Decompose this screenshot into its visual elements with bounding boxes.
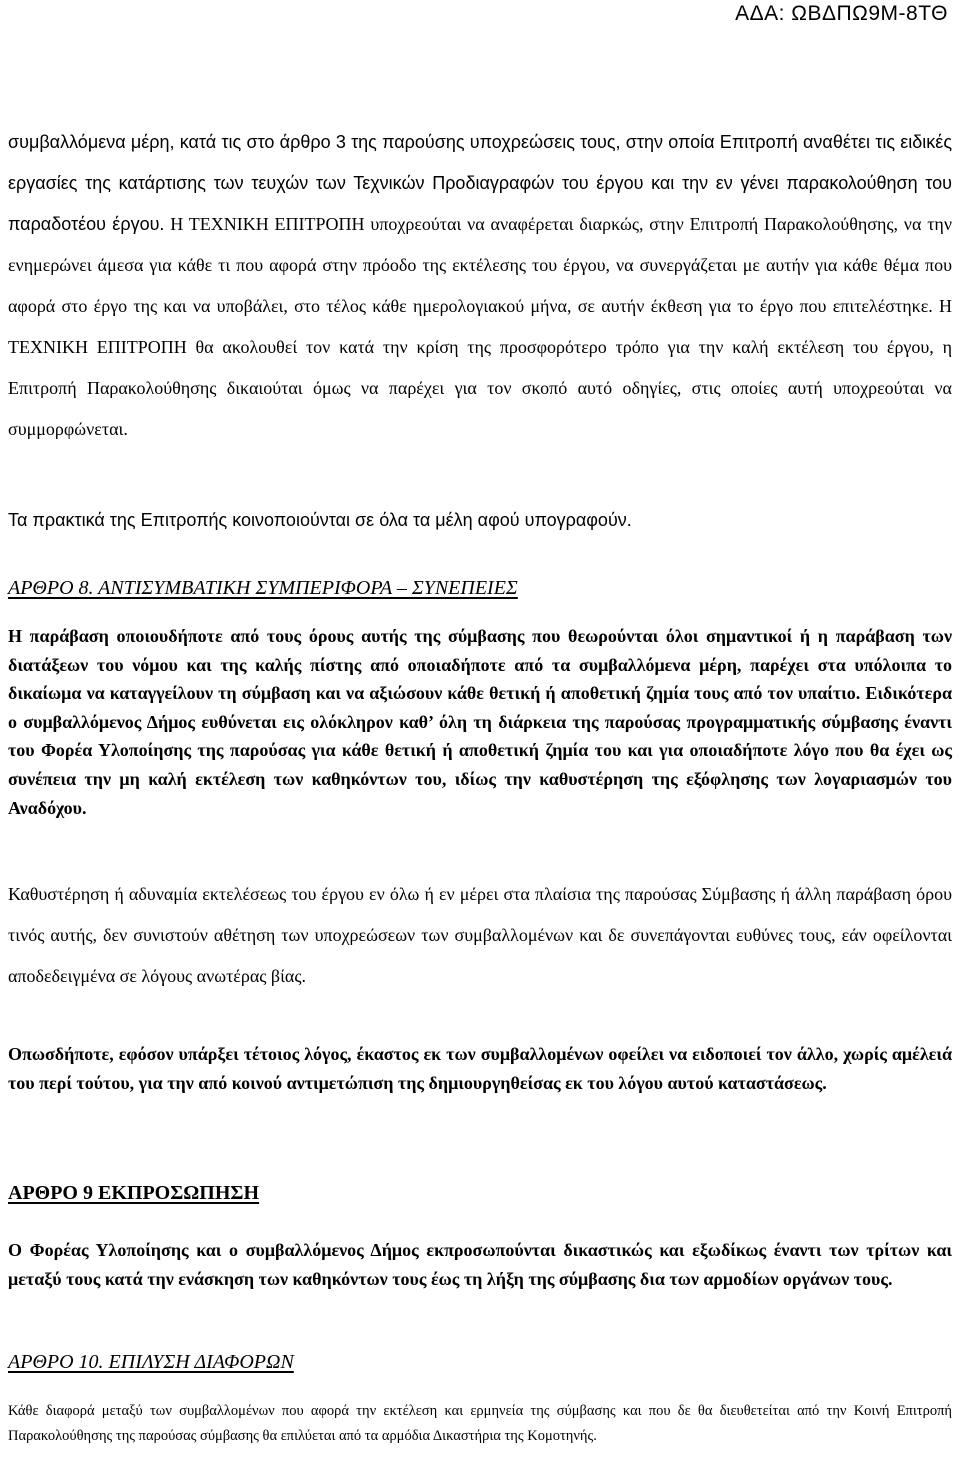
paragraph-breach: Η παράβαση οποιουδήποτε από τους όρους αυτής της σύμβασης που θεωρούνται όλοι σημαντικοί ή η παράβαση των διατάξεων του νόμου και της καλής πίστης από οποιαδήποτε από τα συμβαλλόμενα μέρη, παρέχει στα υπόλοιπα το δικαίωμα να καταγγείλουν τη σύμβαση και να αξιώσουν κάθε θετική ή αποθετική ζημία τους από τον υπαίτιο. Ειδικότερα ο συμβαλλόμενος Δήμος ευθύνεται εις ολόκληρον καθ’ όλη τη διάρκεια της παρούσας προγραμματικής σύμβασης έναντι του Φορέα Υλοποίησης της παρούσας για κάθε θετική ή αποθετική ζημία του και για οποιαδήποτε λόγο που θα έχει ως συνέπεια την μη καλή εκτέλεση των καθηκόντων του, ιδίως την καθυστέρηση της εξόφλησης των λογαριασμών του Αναδόχου. xyxy=(8,626,952,818)
paragraph-text: Τα πρακτικά της Επιτροπής κοινοποιούνται σε όλα τα μέλη αφού υπογραφούν. xyxy=(8,510,632,530)
paragraph-text: Η ΤΕΧΝΙΚΗ ΕΠΙΤΡΟΠΗ θα ακολουθεί τον κατά την κρίση της προσφορότερο τρόπο για την καλή εκτέλεση του έργου, η Επιτροπή Παρακολούθησης δικαιούται όμως να παρέχει για τον σκοπό αυτό οδηγίες, στις οποίες αυτή υποχρεούται να συμμορφώνεται. xyxy=(8,296,952,439)
paragraph-minutes xyxy=(8,503,952,537)
article-8-heading: ΑΡΘΡΟ 8. ΑΝΤΙΣΥΜΒΑΤΙΚΗ ΣΥΜΠΕΡΙΦΟΡΑ – ΣΥΝΕΠΕΙΕΣ xyxy=(8,577,518,599)
paragraph-text: Η ΤΕΧΝΙΚΗ ΕΠΙΤΡΟΠΗ υποχρεούται να αναφέρεται διαρκώς, στην Επιτροπή Παρακολούθησης, να την ενημερώνει άμεσα για κάθε τι που αφορά στην πρόοδο της εκτέλεσης του έργου, να συνεργάζεται με αυτήν για κάθε θέμα που αφορά στο έργο της και να υποβάλει, στο τέλος κάθε ημερολογιακού μήνα, σε αυτήν έκθεση για το έργο που επιτελέστηκε. xyxy=(8,214,952,316)
ada-code: ΑΔΑ: ΩΒΔΠΩ9Μ-8ΤΘ xyxy=(735,2,948,25)
article-9-heading: ΑΡΘΡΟ 9 ΕΚΠΡΟΣΩΠΗΣΗ xyxy=(8,1182,260,1204)
paragraph-notification: Οπωσδήποτε, εφόσον υπάρξει τέτοιος λόγος, έκαστος εκ των συμβαλλομένων οφείλει να ειδοποιεί τον άλλο, χωρίς αμέλειά του περί τούτου, για την από κοινού αντιμετώπιση της δημιουργηθείσας εκ του λόγου αυτού καταστάσεως. xyxy=(8,1044,952,1093)
paragraph-technical-committee xyxy=(8,122,952,450)
paragraph-delay: Καθυστέρηση ή αδυναμία εκτελέσεως του έργου εν όλω ή εν μέρει στα πλαίσια της παρούσας Σύμβασης ή άλλη παράβαση όρου τινός αυτής, δεν συνιστούν αθέτηση των υποχρεώσεων των συμβαλλομένων και δε συνεπάγονται ευθύνες τους, εάν οφείλονται αποδεδειγμένα σε λόγους ανωτέρας βίας. xyxy=(8,884,952,986)
paragraph-text: συμβαλλόμενα μέρη, κατά τις στο άρθρο 3 της παρούσης υποχρεώσεις τους, στην οποία Επιτροπή αναθέτει τις ειδικές εργασίες της κατάρτισης των τευχών των Τεχνικών Προδιαγραφών του έργου και την εν γένει παρακολούθηση του παραδοτέου έργου. xyxy=(8,132,952,234)
article-10-heading: ΑΡΘΡΟ 10. ΕΠΙΛΥΣΗ ΔΙΑΦΟΡΩΝ xyxy=(8,1351,294,1373)
paragraph-representation: Ο Φορέας Υλοποίησης και ο συμβαλλόμενος Δήμος εκπροσωπούνται δικαστικώς και εξωδίκως έναντι των τρίτων και μεταξύ τους κατά την ενάσκηση των καθηκόντων τους έως τη λήξη της σύμβασης δια των αρμοδίων οργάνων τους. xyxy=(8,1240,952,1289)
paragraph-disputes: Κάθε διαφορά μεταξύ των συμβαλλομένων που αφορά την εκτέλεση και ερμηνεία της σύμβασης και που δε θα διευθετείται από την Κοινή Επιτροπή Παρακολούθησης της παρούσας σύμβασης θα επιλύεται από τα αρμόδια Δικαστήρια της Κομοτηνής. xyxy=(8,1403,952,1444)
